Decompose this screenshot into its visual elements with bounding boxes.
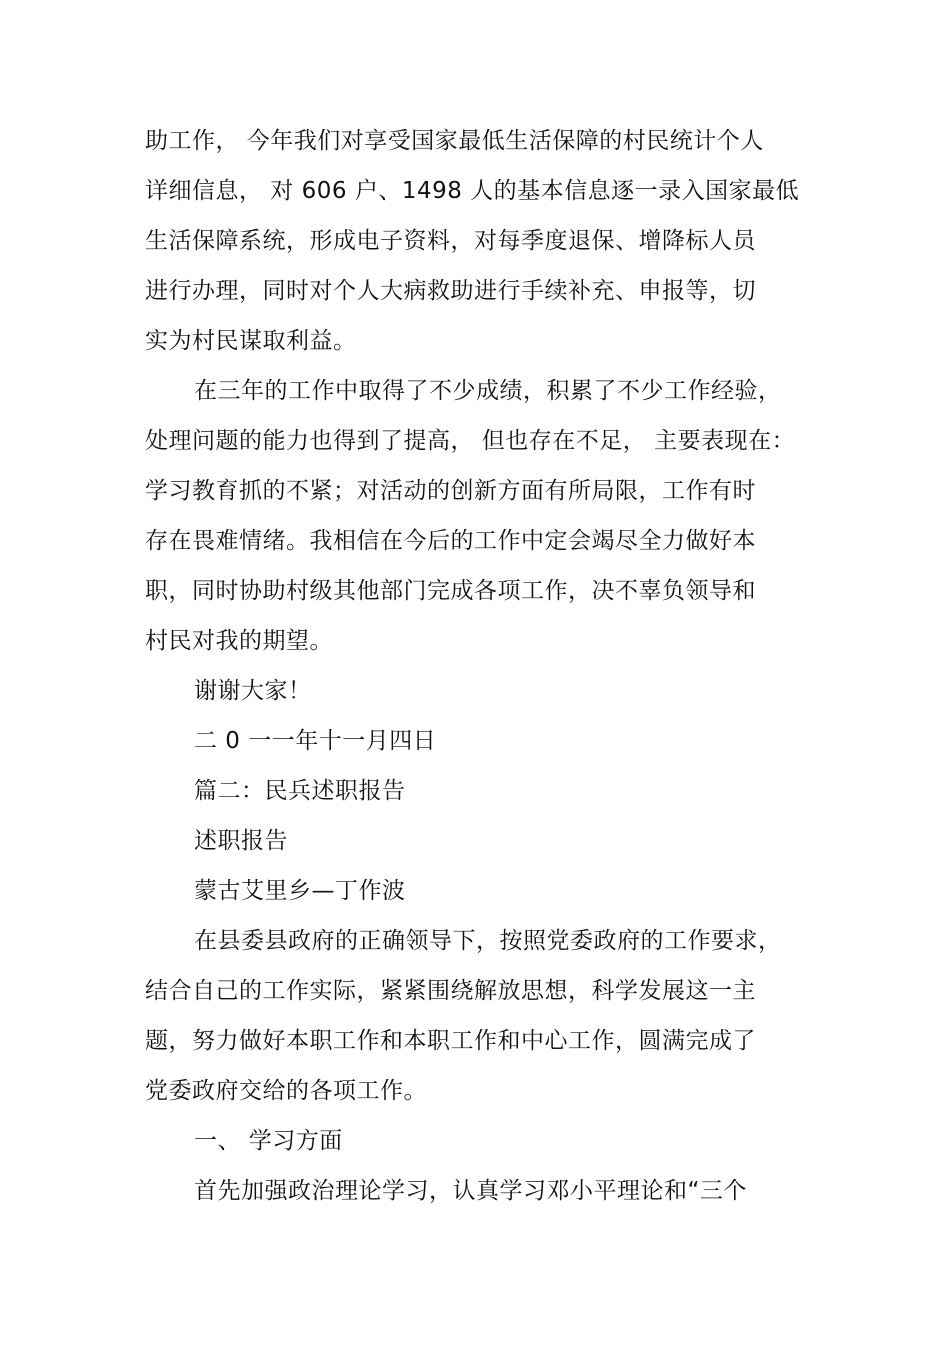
paragraph-line: 党委政府交给的各项工作。 xyxy=(145,1078,427,1104)
paragraph-line: 在三年的工作中取得了不少成绩，积累了不少工作经验， xyxy=(194,378,782,404)
paragraph-line: 村民对我的期望。 xyxy=(145,628,333,654)
paragraph-line: 结合自己的工作实际，紧紧围绕解放思想，科学发展这一主 xyxy=(145,978,756,1004)
paragraph-line: 首先加强政治理论学习，认真学习邓小平理论和“三个 xyxy=(194,1178,747,1204)
report-title: 述职报告 xyxy=(194,828,288,854)
paragraph-line: 生活保障系统，形成电子资料，对每季度退保、增降标人员 xyxy=(145,228,756,254)
paragraph-line: 详细信息， 对 606 户、1498 人的基本信息逐一录入国家最低 xyxy=(145,178,800,204)
section-heading: 篇二：民兵述职报告 xyxy=(194,778,406,804)
paragraph-line: 实为村民谋取利益。 xyxy=(145,328,357,354)
author-line: 蒙古艾里乡—丁作波 xyxy=(194,878,406,904)
paragraph-line: 职，同时协助村级其他部门完成各项工作，决不辜负领导和 xyxy=(145,578,756,604)
paragraph-line: 题，努力做好本职工作和本职工作和中心工作，圆满完成了 xyxy=(145,1028,756,1054)
paragraph-line: 助工作， 今年我们对享受国家最低生活保障的村民统计个人 xyxy=(145,128,764,154)
paragraph-line: 学习教育抓的不紧；对活动的创新方面有所局限，工作有时 xyxy=(145,478,756,504)
date-line: 二 0 一一年十一月四日 xyxy=(194,728,437,754)
paragraph-line: 存在畏难情绪。我相信在今后的工作中定会竭尽全力做好本 xyxy=(145,528,756,554)
paragraph-line: 处理问题的能力也得到了提高， 但也存在不足， 主要表现在： xyxy=(145,428,796,454)
subsection-heading: 一、 学习方面 xyxy=(194,1128,343,1154)
closing-line: 谢谢大家！ xyxy=(194,678,312,704)
paragraph-line: 进行办理，同时对个人大病救助进行手续补充、申报等，切 xyxy=(145,278,756,304)
paragraph-line: 在县委县政府的正确领导下，按照党委政府的工作要求， xyxy=(194,928,782,954)
